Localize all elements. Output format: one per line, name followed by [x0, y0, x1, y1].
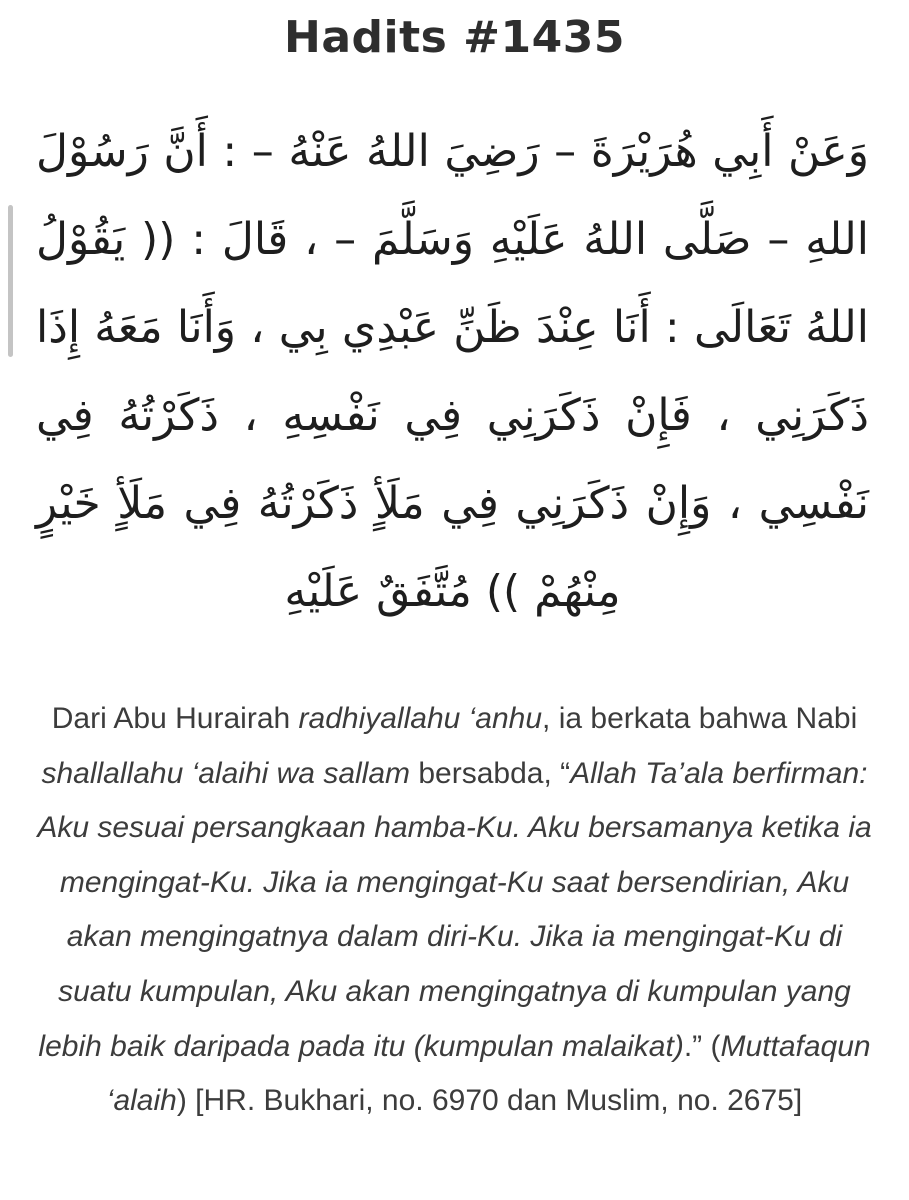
scrollbar[interactable] — [8, 205, 13, 357]
page-title: Hadits #1435 — [284, 12, 625, 63]
translation-text: bersabda, “ — [410, 756, 571, 790]
translation-text: , ia berkata bahwa Nabi — [542, 702, 858, 735]
arabic-hadith-text: وَعَنْ أَبِي هُرَيْرَةَ – رَضِيَ اللهُ عَنْهُ – : أَنَّ رَسُوْلَ اللهِ – صَلَّى اللهُ عَلَيْهِ وَسَلَّمَ – ، قَالَ : (( يَقُوْلُ اللهُ تَعَالَى : أَنَا عِنْدَ ظَنِّ عَبْدِي بِي ، وَأَنَا مَعَهُ إِذَا ذَكَرَنِي ، فَإِنْ ذَكَرَنِي فِي نَفْسِهِ ، ذَكَرْتُهُ فِي نَفْسِي ، وَإِنْ ذَكَرَنِي فِي مَلَأٍ ذَكَرْتُهُ فِي مَلَأٍ خَيْرٍ مِنْهُمْ )) مُتَّفَقٌ عَلَيْهِ — [36, 126, 869, 617]
translation-quote-italic: Allah Ta’ala berfirman: Aku sesuai persangkaan hamba-Ku. Aku bersamanya ketika ia mengingat-Ku. Jika ia mengingat-Ku saat bersendirian, Aku akan mengingatnya dalam diri-Ku. Jika ia mengingat-Ku di suatu kumpulan, Aku akan mengingatnya di kumpulan yang lebih baik daripada pada itu (kumpulan malaikat) — [37, 756, 872, 1063]
translation-source-italic: Muttafaqun ‘alaih — [106, 1029, 871, 1118]
translation-text: .” ( — [683, 1029, 721, 1063]
translation-text: Dari Abu Hurairah — [51, 702, 299, 735]
translation-text-italic: shallallahu ‘alaihi wa sallam — [41, 756, 411, 790]
translation-paragraph — [32, 692, 877, 1129]
translation-reference: ) [HR. Bukhari, no. 6970 dan Muslim, no. 2675] — [176, 1084, 803, 1118]
translation-text-italic: radhiyallahu ‘anhu — [298, 702, 543, 735]
